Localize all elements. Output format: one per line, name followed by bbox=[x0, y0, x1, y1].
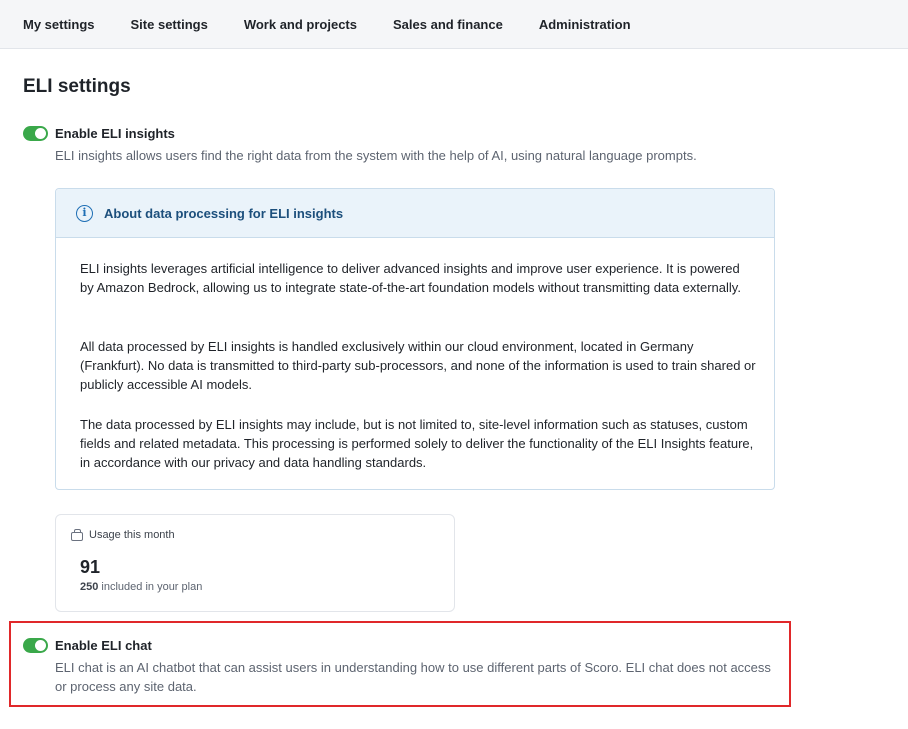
eli-chat-description: ELI chat is an AI chatbot that can assist users in understanding how to use different parts of Scoro. ELI chat does not access or process any site data. bbox=[55, 660, 771, 694]
eli-insights-toggle[interactable] bbox=[23, 126, 48, 141]
eli-chat-label[interactable]: Enable ELI chat bbox=[55, 638, 152, 653]
info-icon: i bbox=[76, 205, 93, 222]
toggle-knob bbox=[35, 640, 46, 651]
page-title: ELI settings bbox=[23, 76, 131, 97]
usage-plan-info bbox=[80, 581, 202, 593]
data-processing-info-box bbox=[55, 188, 775, 490]
nav-tab-site-settings[interactable]: Site settings bbox=[130, 16, 208, 32]
eli-insights-description: ELI insights allows users find the right data from the system with the help of AI, using natural language prompts. bbox=[55, 148, 697, 163]
eli-insights-label[interactable]: Enable ELI insights bbox=[55, 126, 175, 141]
info-paragraph: The data processed by ELI insights may include, but is not limited to, site-level information such as statuses, custom fields and related metadata. This processing is performed solely to deliver the functionality of the ELI Insights feature, in accordance with our privacy and data handling standards. bbox=[80, 417, 754, 470]
usage-value: 91 bbox=[80, 557, 101, 577]
info-box-header bbox=[56, 189, 774, 238]
usage-card bbox=[55, 514, 455, 612]
info-paragraph: ELI insights leverages artificial intelligence to deliver advanced insights and improve user experience. It is powered by Amazon Bedrock, allowing us to integrate state-of-the-art foundation models without transmitting data externally. bbox=[80, 261, 741, 295]
toggle-knob bbox=[35, 128, 46, 139]
nav-tab-work-and-projects[interactable]: Work and projects bbox=[243, 16, 357, 32]
info-paragraph: All data processed by ELI insights is handled exclusively within our cloud environment, located in Germany (Frankfurt). No data is transmitted to third-party sub-processors, and none of the information is used to train shared or publicly accessible AI models. bbox=[80, 339, 756, 392]
briefcase-icon bbox=[71, 532, 83, 541]
nav-tab-sales-and-finance[interactable]: Sales and finance bbox=[393, 16, 503, 32]
plan-limit-text: included in your plan bbox=[101, 581, 203, 593]
usage-label: Usage this month bbox=[89, 529, 175, 541]
plan-limit: 250 bbox=[80, 581, 99, 593]
nav-tab-my-settings[interactable]: My settings bbox=[23, 16, 95, 32]
top-navigation bbox=[0, 0, 908, 49]
eli-chat-toggle[interactable] bbox=[23, 638, 48, 653]
info-box-title: About data processing for ELI insights bbox=[104, 206, 344, 221]
nav-tab-administration[interactable]: Administration bbox=[538, 16, 631, 32]
